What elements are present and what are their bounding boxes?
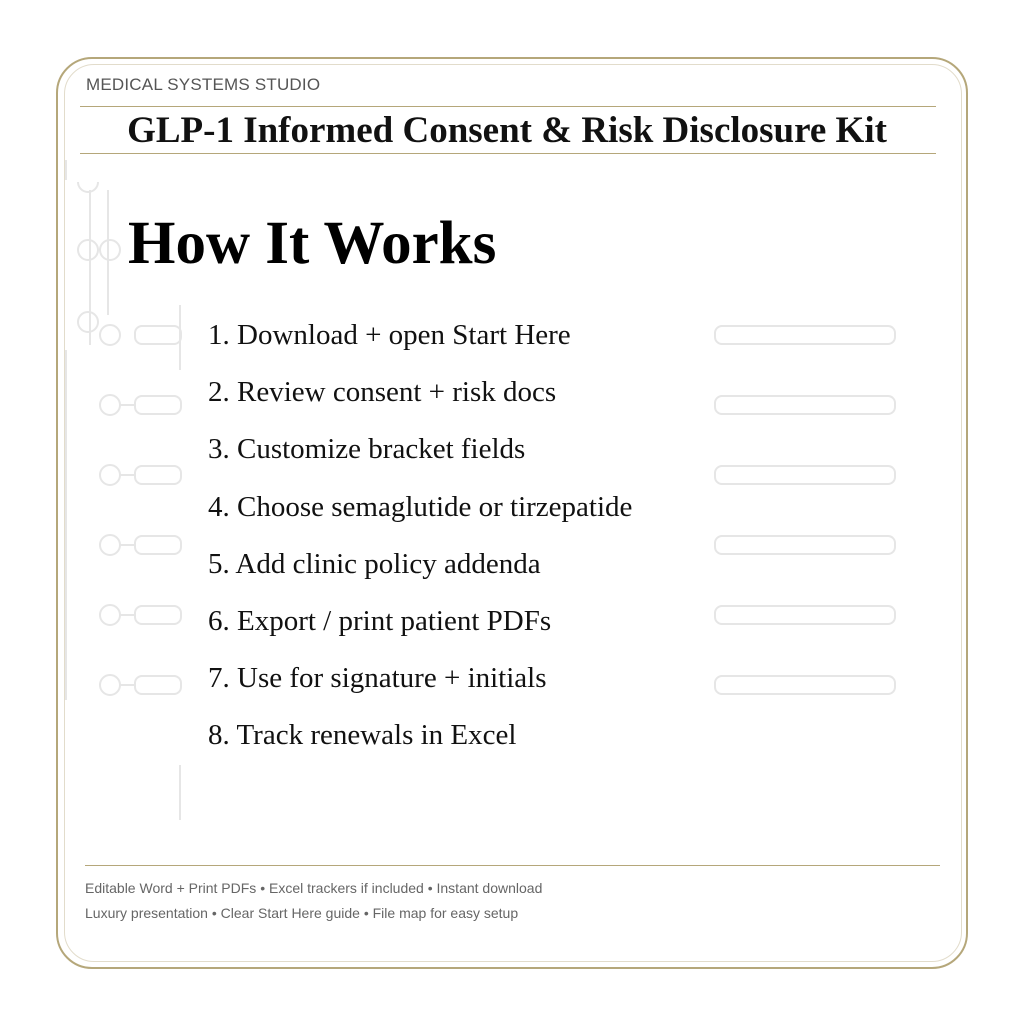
step-item: 1. Download + open Start Here bbox=[208, 319, 571, 351]
footer-line-2: Luxury presentation • Clear Start Here guide • File map for easy setup bbox=[85, 905, 519, 921]
footer-rule bbox=[85, 865, 940, 866]
step-item: 2. Review consent + risk docs bbox=[208, 376, 557, 408]
step-item: 7. Use for signature + initials bbox=[208, 662, 547, 694]
page-title: GLP-1 Informed Consent & Risk Disclosure Kit bbox=[127, 110, 887, 151]
step-item: 4. Choose semaglutide or tirzepatide bbox=[208, 491, 633, 523]
step-item: 8. Track renewals in Excel bbox=[208, 719, 517, 751]
step-item: 5. Add clinic policy addenda bbox=[208, 548, 541, 580]
section-headline: How It Works bbox=[128, 210, 497, 277]
step-item: 6. Export / print patient PDFs bbox=[208, 605, 552, 637]
brand-label: MEDICAL SYSTEMS STUDIO bbox=[86, 75, 321, 94]
title-bottom-rule bbox=[80, 153, 936, 154]
step-item: 3. Customize bracket fields bbox=[208, 433, 526, 465]
title-top-rule bbox=[80, 106, 936, 107]
footer-line-1: Editable Word + Print PDFs • Excel trackers if included • Instant download bbox=[85, 880, 543, 896]
